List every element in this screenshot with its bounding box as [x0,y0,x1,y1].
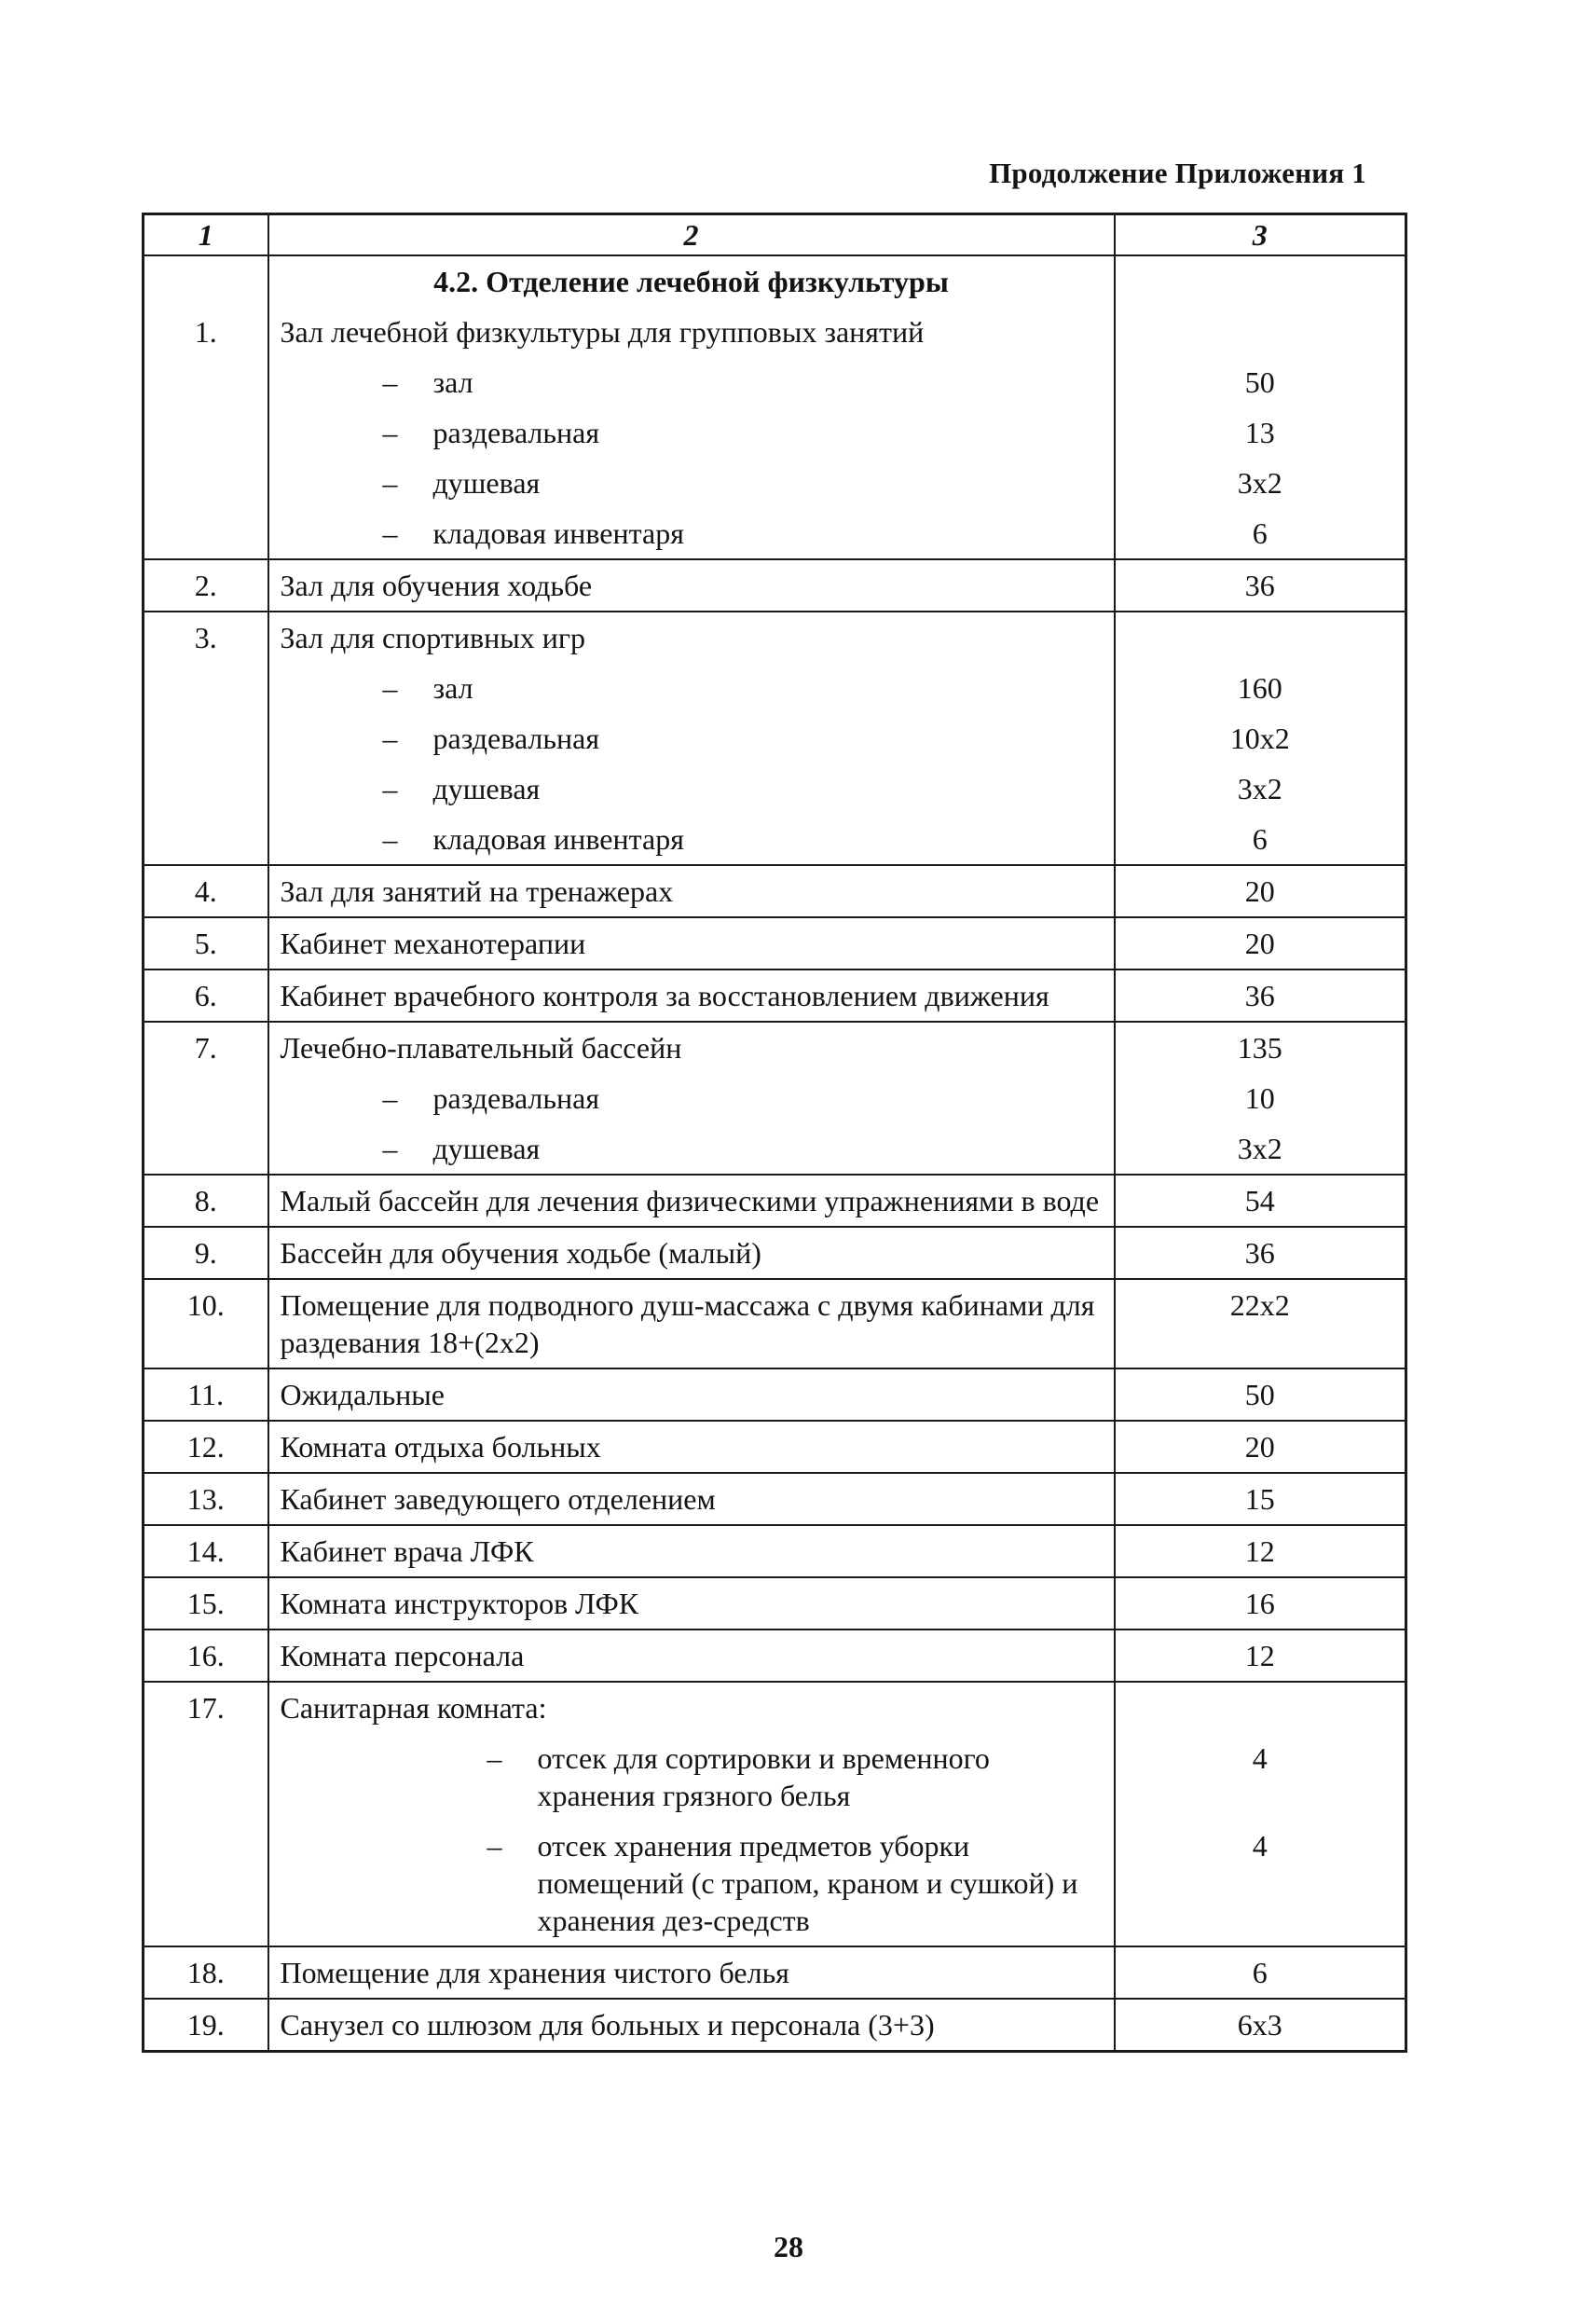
dash-marker: – [382,1081,398,1115]
dash-marker: – [382,772,398,805]
sub-item-cell [268,458,1115,508]
table-row [144,1073,1406,1123]
sub-item-cell [268,814,1115,865]
dash-marker: – [382,466,398,500]
sub-item-cell [268,1073,1115,1123]
continuation-label: Продолжение Приложения 1 [989,157,1366,189]
row-number [144,508,268,559]
column-header-2: 2 [268,214,1115,256]
row-number [144,357,268,407]
area-value: 6 [1115,1946,1406,1999]
sub-item-cell [268,508,1115,559]
room-name: Малый бассейн для лечения физическими упражнениями в воде [268,1175,1115,1227]
table-row [144,1630,1406,1682]
room-name: Бассейн для обучения ходьбе (малый) [268,1227,1115,1279]
sub-item-text: душевая [432,466,541,500]
area-value: 20 [1115,865,1406,917]
room-name: Зал для обучения ходьбе [268,559,1115,612]
area-value: 12 [1115,1630,1406,1682]
row-number: 15. [144,1577,268,1630]
sub-item-cell [268,1123,1115,1175]
room-name: Помещение для подводного душ-массажа с двумя кабинами для раздевания 18+(2х2) [268,1279,1115,1368]
sub-item-cell [268,1733,1115,1821]
row-number: 16. [144,1630,268,1682]
sub-item [281,720,1103,757]
area-value: 6х3 [1115,1999,1406,2052]
table-row [144,559,1406,612]
room-name: Лечебно-плавательный бассейн [268,1022,1115,1073]
area-value: 16 [1115,1577,1406,1630]
column-header-3: 3 [1115,214,1406,256]
table-row [144,969,1406,1022]
area-value [1115,307,1406,357]
area-value: 50 [1115,357,1406,407]
area-value: 36 [1115,969,1406,1022]
dash-marker: – [382,671,398,705]
area-value: 4 [1115,1733,1406,1821]
row-number: 3. [144,612,268,663]
sub-item [281,1130,1103,1167]
area-value: 36 [1115,1227,1406,1279]
sub-item [281,669,1103,707]
sub-item [281,464,1103,502]
row-number: 19. [144,1999,268,2052]
area-value: 20 [1115,917,1406,969]
table-header-row [144,214,1406,256]
row-number [144,1733,268,1821]
area-value: 22х2 [1115,1279,1406,1368]
area-value: 3х2 [1115,1123,1406,1175]
sub-item-cell [268,763,1115,814]
area-value: 15 [1115,1473,1406,1525]
row-number [144,1073,268,1123]
sub-item-text: отсек для сортировки и временного хранения грязного белья [537,1741,990,1812]
dash-marker: – [382,1132,398,1165]
sub-item-text: раздевальная [432,416,600,449]
dash-marker: – [382,822,398,856]
row-number: 17. [144,1682,268,1733]
sub-item [281,515,1103,552]
row-number [144,763,268,814]
section-title-row [144,255,1406,307]
room-name: Комната инструкторов ЛФК [268,1577,1115,1630]
row-number: 13. [144,1473,268,1525]
sub-item-text: зал [432,671,473,705]
row-number [144,814,268,865]
sub-item-text: душевая [432,1132,541,1165]
table-row [144,1368,1406,1421]
area-value: 160 [1115,663,1406,713]
row-number: 7. [144,1022,268,1073]
room-name: Кабинет механотерапии [268,917,1115,969]
sub-item [281,820,1103,858]
room-name: Ожидальные [268,1368,1115,1421]
sub-item-cell [268,1821,1115,1946]
area-value: 135 [1115,1022,1406,1073]
table-row [144,407,1406,458]
row-number: 10. [144,1279,268,1368]
table-row [144,663,1406,713]
room-name: Комната персонала [268,1630,1115,1682]
table-row [144,814,1406,865]
sub-item [281,414,1103,451]
area-value: 54 [1115,1175,1406,1227]
table-row [144,612,1406,663]
page-number: 28 [774,2230,803,2263]
table-row [144,458,1406,508]
room-name: Комната отдыха больных [268,1421,1115,1473]
area-value: 50 [1115,1368,1406,1421]
table-row [144,307,1406,357]
dash-marker: – [487,1741,502,1775]
row-number: 4. [144,865,268,917]
room-name: Зал лечебной физкультуры для групповых занятий [268,307,1115,357]
table-row [144,1022,1406,1073]
sub-item-text: кладовая инвентаря [432,516,684,550]
row-number [144,713,268,763]
row-number: 5. [144,917,268,969]
area-value: 3х2 [1115,763,1406,814]
table-row [144,1175,1406,1227]
area-value: 4 [1115,1821,1406,1946]
area-value [1115,1682,1406,1733]
sub-item-cell [268,407,1115,458]
table-row [144,508,1406,559]
dash-marker: – [382,365,398,399]
table-row [144,1525,1406,1577]
room-name: Кабинет врача ЛФК [268,1525,1115,1577]
sub-item-text: кладовая инвентаря [432,822,684,856]
sub-item [281,1827,1103,1939]
sub-item [281,364,1103,401]
sub-item-text: раздевальная [432,722,600,755]
table-row [144,1999,1406,2052]
area-value: 6 [1115,508,1406,559]
sub-item-cell [268,357,1115,407]
table-row [144,917,1406,969]
area-value: 10х2 [1115,713,1406,763]
row-number: 2. [144,559,268,612]
sub-item [281,1740,1103,1814]
area-value: 12 [1115,1525,1406,1577]
room-name: Санузел со шлюзом для больных и персонала (3+3) [268,1999,1115,2052]
dash-marker: – [382,722,398,755]
room-name: Зал для занятий на тренажерах [268,865,1115,917]
dash-marker: – [487,1829,502,1863]
table-row [144,1473,1406,1525]
row-number [144,1821,268,1946]
room-name: Помещение для хранения чистого белья [268,1946,1115,1999]
table-row [144,357,1406,407]
room-name: Кабинет заведующего отделением [268,1473,1115,1525]
table-row [144,1227,1406,1279]
table-row [144,1682,1406,1733]
row-number [144,1123,268,1175]
rooms-table [142,213,1407,2053]
row-number: 9. [144,1227,268,1279]
room-name: Санитарная комната: [268,1682,1115,1733]
sub-item-cell [268,663,1115,713]
room-name: Зал для спортивных игр [268,612,1115,663]
row-number [144,663,268,713]
table-row [144,1946,1406,1999]
sub-item [281,1079,1103,1117]
table-row [144,1821,1406,1946]
area-value: 3х2 [1115,458,1406,508]
table-row [144,763,1406,814]
area-value [1115,612,1406,663]
dash-marker: – [382,516,398,550]
sub-item [281,770,1103,807]
sub-item-text: отсек хранения предметов уборки помещений (с трапом, краном и сушкой) и хранения дез-средств [537,1829,1078,1937]
table-row [144,1279,1406,1368]
dash-marker: – [382,416,398,449]
area-value: 13 [1115,407,1406,458]
table-row [144,1123,1406,1175]
row-number: 12. [144,1421,268,1473]
sub-item-text: раздевальная [432,1081,600,1115]
table-row [144,865,1406,917]
row-number [144,407,268,458]
area-value: 10 [1115,1073,1406,1123]
room-name: Кабинет врачебного контроля за восстановлением движения [268,969,1115,1022]
row-number: 1. [144,307,268,357]
row-number: 11. [144,1368,268,1421]
table-row [144,1733,1406,1821]
row-number: 18. [144,1946,268,1999]
area-value: 6 [1115,814,1406,865]
area-value: 36 [1115,559,1406,612]
table-row [144,1421,1406,1473]
row-number: 6. [144,969,268,1022]
column-header-1: 1 [144,214,268,256]
table-row [144,1577,1406,1630]
row-number [144,458,268,508]
sub-item-text: зал [432,365,473,399]
section-title: 4.2. Отделение лечебной физкультуры [268,255,1115,307]
table-row [144,713,1406,763]
row-number: 14. [144,1525,268,1577]
sub-item-text: душевая [432,772,541,805]
area-value: 20 [1115,1421,1406,1473]
row-number: 8. [144,1175,268,1227]
sub-item-cell [268,713,1115,763]
